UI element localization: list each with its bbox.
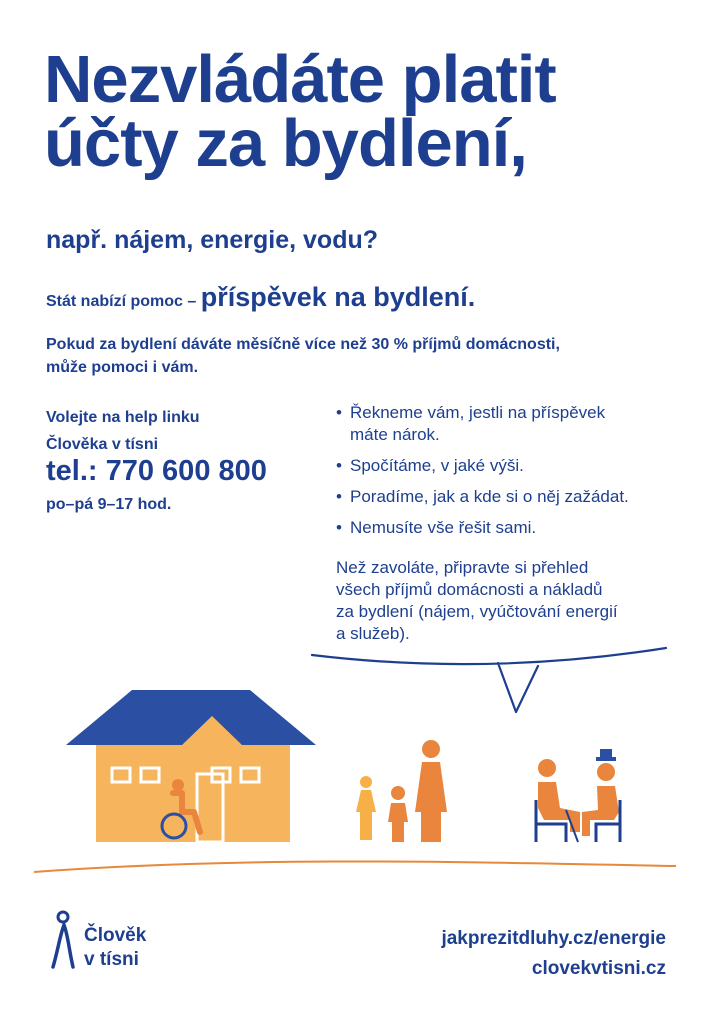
- footer-links: [441, 924, 666, 984]
- logo-line-2: v tísni: [84, 949, 139, 970]
- energy-link[interactable]: jakprezitdluhy.cz/energie: [441, 928, 666, 949]
- helpline-line-1: Volejte na help linku: [46, 409, 200, 426]
- office-hours: po–pá 9–17 hod.: [46, 496, 172, 513]
- condition-line-1: Pokud za bydlení dáváte měsíčně více než 30 % příjmů domácnosti,: [46, 336, 560, 353]
- preparation-note: Než zavoláte, připravte si přehled všech příjmů domácnosti a nákladů za bydlení (nájem, vyúčtování energií a služeb).: [336, 558, 618, 643]
- subheadline: např. nájem, energie, vodu?: [46, 226, 379, 254]
- condition-line-2: může pomoci i vám.: [46, 359, 199, 376]
- family-icon: [356, 740, 447, 842]
- headline-line-2: účty za bydlení,: [44, 106, 527, 181]
- list-item: • Nemusíte vše řešit sami.: [336, 517, 686, 539]
- list-item: • Poradíme, jak a kde si o něj zažádat.: [336, 486, 686, 508]
- organization-logo: [84, 924, 146, 972]
- offer-highlight: příspěvek na bydlení.: [200, 282, 476, 312]
- website-link[interactable]: clovekvtisni.cz: [531, 958, 666, 979]
- phone-number[interactable]: tel.: 770 600 800: [46, 455, 267, 487]
- headline-line-1: Nezvládáte platit: [44, 42, 556, 117]
- logo-line-1: Člověk: [84, 925, 147, 946]
- seniors-icon: [536, 749, 620, 842]
- house-icon: [66, 690, 316, 842]
- helpline-line-2: Člověka v tísni: [46, 436, 159, 453]
- ground-line: [34, 862, 676, 873]
- clovek-v-tisni-logo-icon: [53, 912, 73, 967]
- offer-lead: Stát nabízí pomoc –: [46, 293, 197, 310]
- speech-bubble: [312, 648, 666, 712]
- list-item: • Spočítáme, v jaké výši.: [336, 455, 686, 477]
- list-item: • Řekneme vám, jestli na příspěvek máte nárok.: [336, 402, 686, 446]
